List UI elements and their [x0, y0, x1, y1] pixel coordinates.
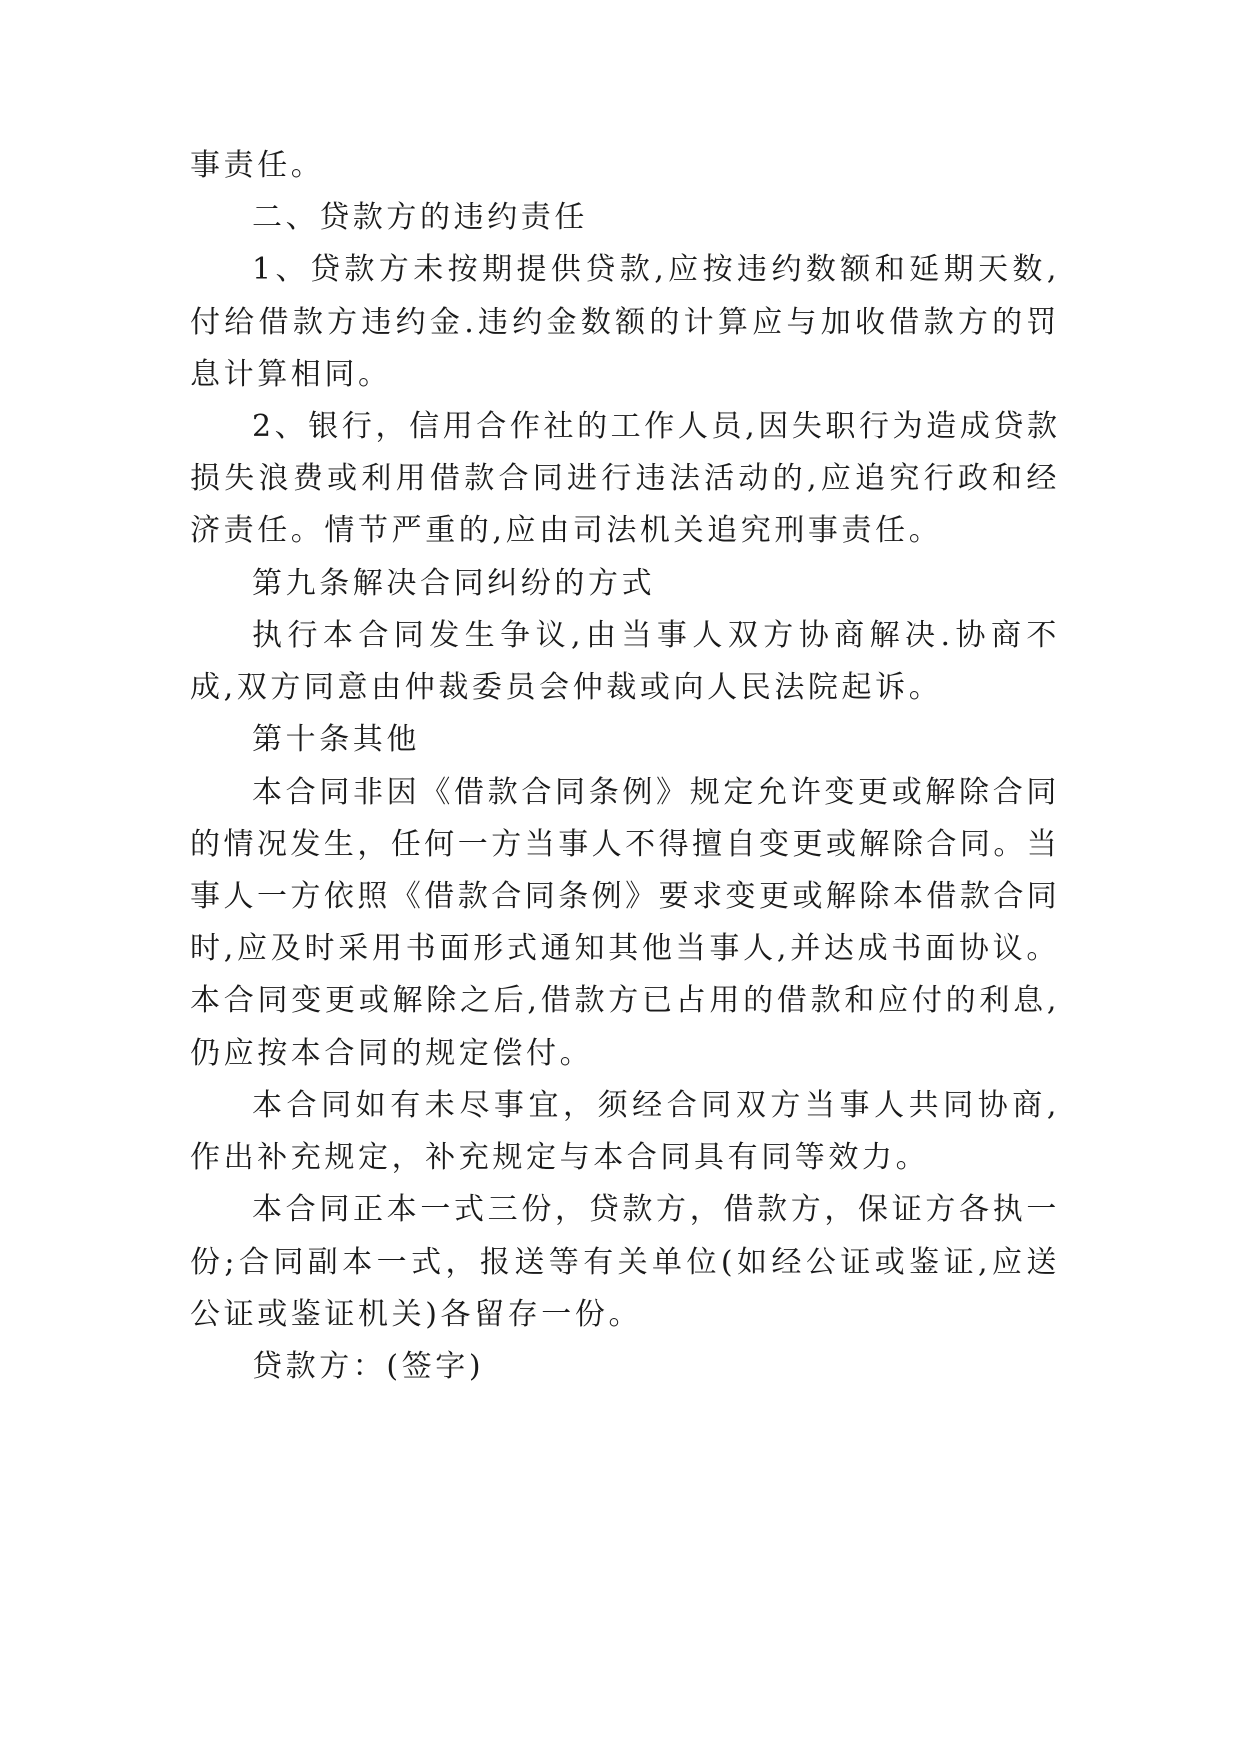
text-line: 事人一方依照《借款合同条例》要求变更或解除本借款合同: [190, 879, 1060, 914]
text-line: 份;合同副本一式，报送等有关单位(如经公证或鉴证,应送: [190, 1245, 1060, 1280]
text-line: 1、贷款方未按期提供贷款,应按违约数额和延期天数,: [252, 252, 1060, 287]
text-line: 本合同如有未尽事宜，须经合同双方当事人共同协商,: [252, 1088, 1060, 1123]
text-line: 公证或鉴证机关)各留存一份。: [190, 1297, 643, 1332]
section-heading: 二、贷款方的违约责任: [252, 200, 588, 235]
section-heading: 第九条解决合同纠纷的方式: [252, 566, 656, 601]
text-line: 本合同正本一式三份，贷款方，借款方，保证方各执一: [252, 1192, 1060, 1227]
text-line: 息计算相同。: [190, 357, 392, 392]
text-line: 本合同变更或解除之后,借款方已占用的借款和应付的利息,: [190, 983, 1060, 1018]
text-line: 的情况发生，任何一方当事人不得擅自变更或解除合同。当: [190, 827, 1060, 862]
text-line: 事责任。: [190, 148, 325, 183]
text-line: 付给借款方违约金.违约金数额的计算应与加收借款方的罚: [190, 305, 1060, 340]
text-line: 损失浪费或利用借款合同进行违法活动的,应追究行政和经: [190, 461, 1060, 496]
text-line: 本合同非因《借款合同条例》规定允许变更或解除合同: [252, 775, 1060, 810]
signature-line: 贷款方：(签字): [252, 1349, 485, 1384]
text-line: 成,双方同意由仲裁委员会仲裁或向人民法院起诉。: [190, 670, 943, 705]
text-line: 作出补充规定，补充规定与本合同具有同等效力。: [190, 1140, 930, 1175]
section-heading: 第十条其他: [252, 722, 420, 757]
text-line: 仍应按本合同的规定偿付。: [190, 1036, 594, 1071]
text-line: 济责任。情节严重的,应由司法机关追究刑事责任。: [190, 513, 943, 548]
text-line: 2、银行，信用合作社的工作人员,因失职行为造成贷款: [252, 409, 1061, 444]
text-line: 时,应及时采用书面形式通知其他当事人,并达成书面协议。: [190, 931, 1060, 966]
text-line: 执行本合同发生争议,由当事人双方协商解决.协商不: [252, 618, 1060, 653]
